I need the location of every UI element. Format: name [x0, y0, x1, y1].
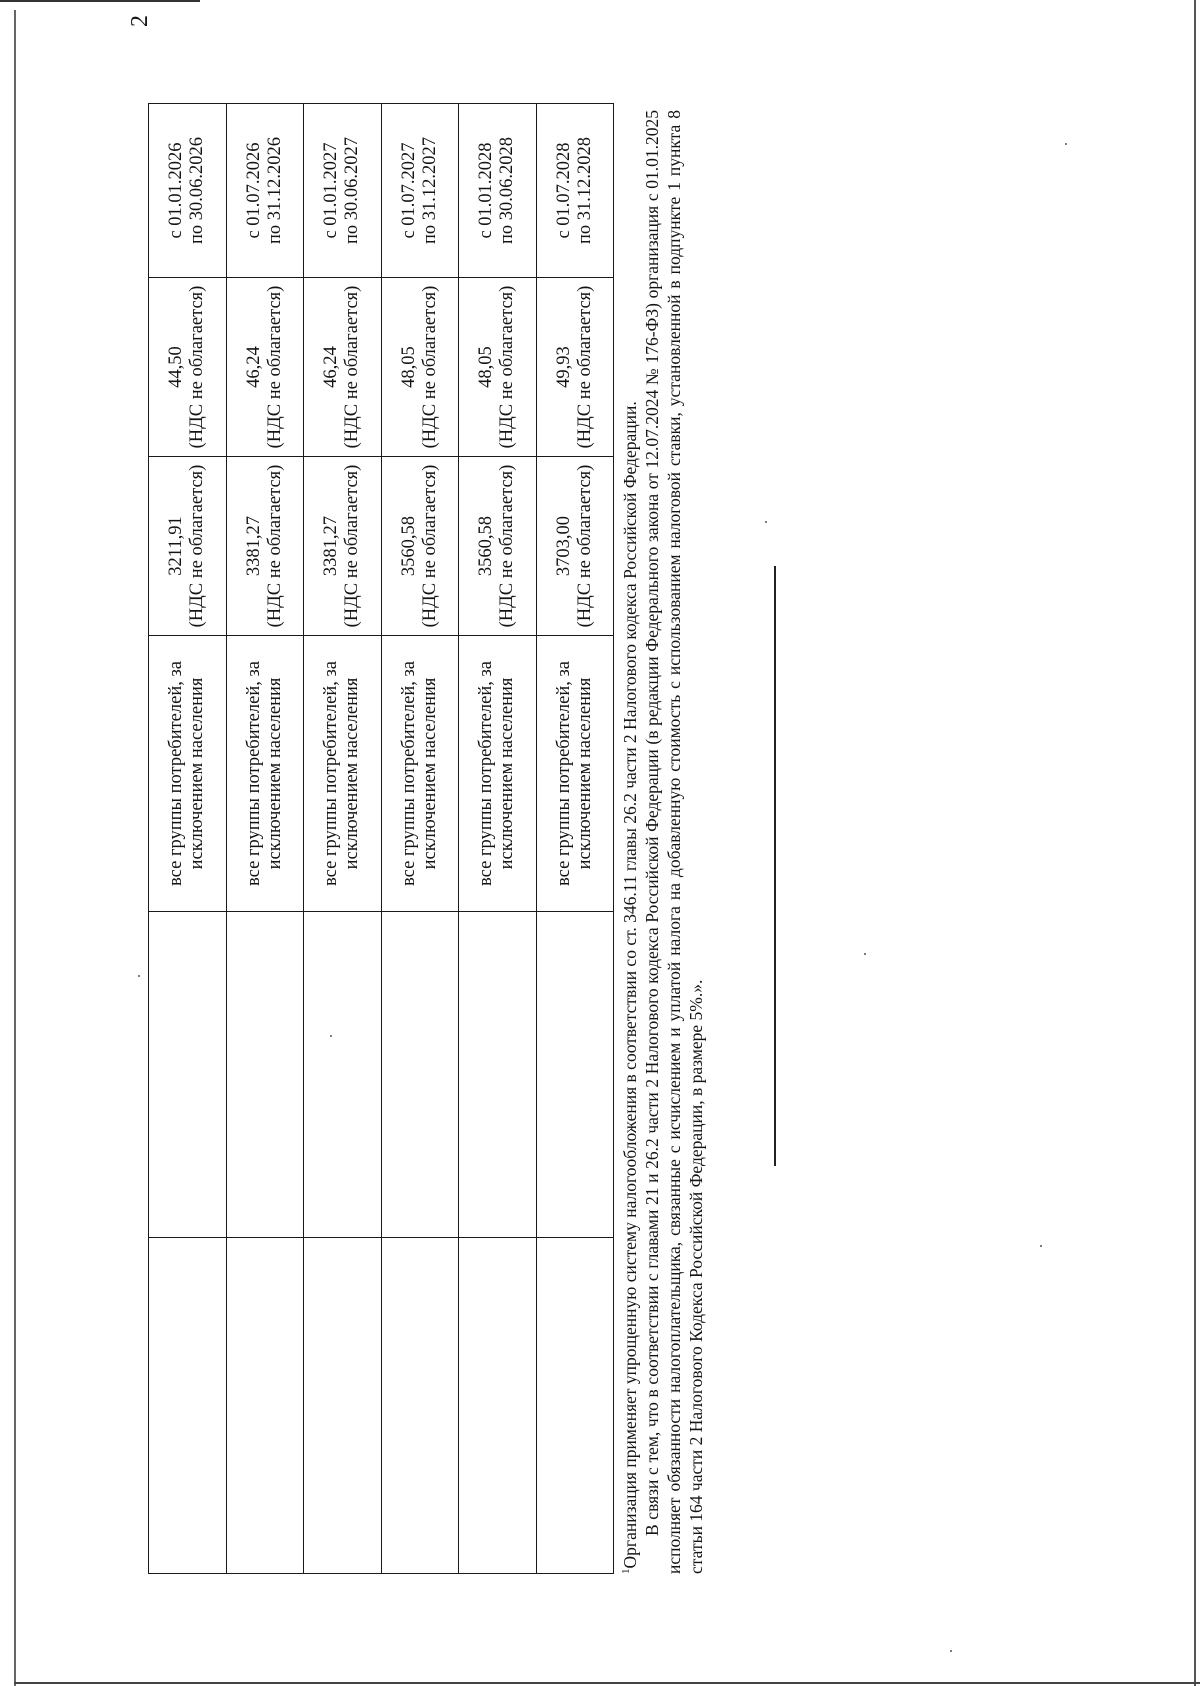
cell-tariff-text: (НДС не облагается) [419, 464, 440, 628]
cell-period-text: с 01.07.2026 [243, 142, 264, 239]
cell-period-text: по 30.06.2026 [187, 136, 208, 245]
cell-empty [149, 912, 227, 1238]
cell-consumers-text: все группы потребителей, за исключением населения [321, 661, 363, 886]
separator-line [774, 566, 776, 1166]
cell-empty [304, 1238, 382, 1574]
footnote-2: В связи с тем, что в соответствии с главами 21 и 26.2 части 2 Налогового кодекса Российской Федерации (в редакции Федерального закона от 12.07.2024 № 176-ФЗ) организация с 01.01.2025 исполняет обязанности налогоплательщика, связанные с исчислением и уплатой налога на добавленную стоимость с использованием налоговой ставки, установленной в подпункте 1 пункта 8 статьи 164 части 2 Налогового Кодекса Российской Федерации, в размере 5%.». [642, 110, 706, 1574]
cell-rate-text: 48,05 [398, 346, 419, 388]
cell-empty [459, 1238, 537, 1574]
cell-tariff-text: 3381,27 [243, 515, 264, 577]
cell-consumers-text: все группы потребителей, за исключением населения [243, 661, 285, 886]
cell-rate-text: (НДС не облагается) [419, 285, 440, 449]
cell-rate [536, 278, 614, 457]
cell-period-text: по 31.12.2028 [574, 136, 595, 245]
footnote-1 [619, 110, 641, 1574]
cell-empty [381, 912, 459, 1238]
cell-consumers [226, 636, 304, 912]
table-row [536, 104, 614, 1574]
cell-rate [226, 278, 304, 457]
cell-period-text: по 31.12.2027 [419, 136, 440, 245]
cell-period-text: с 01.07.2028 [553, 142, 574, 239]
cell-consumers [304, 636, 382, 912]
cell-rate-text: (НДС не облагается) [574, 285, 595, 449]
cell-period-text: с 01.07.2027 [398, 142, 419, 239]
cell-rate-text: (НДС не облагается) [342, 285, 363, 449]
cell-period-text: по 31.12.2026 [264, 136, 285, 245]
cell-consumers [459, 636, 537, 912]
tariff-table [148, 103, 614, 1574]
scan-speck [1040, 1245, 1042, 1247]
cell-tariff [536, 457, 614, 636]
cell-tariff [226, 457, 304, 636]
cell-empty [226, 912, 304, 1238]
cell-period [536, 104, 614, 278]
cell-tariff-text: 3211,91 [166, 516, 187, 576]
cell-period [381, 104, 459, 278]
cell-rate-text: (НДС не облагается) [264, 285, 285, 449]
cell-consumers-text: все группы потребителей, за исключением населения [553, 661, 595, 886]
footnote-marker: 1 [620, 1568, 633, 1574]
cell-tariff-text: 3703,00 [553, 515, 574, 577]
cell-period-text: с 01.01.2026 [166, 142, 187, 239]
cell-empty [149, 1238, 227, 1574]
footnotes [619, 110, 707, 1574]
table-row [226, 104, 304, 1574]
table-row [149, 104, 227, 1574]
cell-consumers-text: все группы потребителей, за исключением населения [166, 661, 208, 886]
scan-speck [138, 975, 140, 977]
table-row [459, 104, 537, 1574]
cell-tariff-text: (НДС не облагается) [497, 464, 518, 628]
cell-period-text: по 30.06.2027 [342, 136, 363, 245]
scan-speck [330, 1035, 332, 1037]
cell-period [304, 104, 382, 278]
cell-period [226, 104, 304, 278]
cell-period-text: по 30.06.2028 [497, 136, 518, 245]
cell-empty [536, 1238, 614, 1574]
cell-consumers [381, 636, 459, 912]
cell-tariff [304, 457, 382, 636]
cell-rate-text: 49,93 [553, 346, 574, 388]
cell-rate-text: 48,05 [476, 346, 497, 388]
scan-speck [765, 521, 767, 523]
cell-tariff-text: (НДС не облагается) [574, 464, 595, 628]
cell-consumers-text: все группы потребителей, за исключением населения [476, 661, 518, 886]
cell-tariff [149, 457, 227, 636]
cell-consumers [536, 636, 614, 912]
footnote-1-text: Организация применяет упрощенную систему налогообложения в соответствии со ст. 346.11 главы 26.2 части 2 Налогового кодекса Российской Федерации. [620, 401, 640, 1569]
cell-tariff-text: 3560,58 [398, 515, 419, 577]
scan-speck [1065, 143, 1067, 145]
cell-consumers [149, 636, 227, 912]
cell-rate-text: 46,24 [321, 346, 342, 388]
cell-rate-text: 46,24 [243, 346, 264, 388]
cell-rate-text: (НДС не облагается) [187, 285, 208, 449]
table-row [381, 104, 459, 1574]
cell-empty [226, 1238, 304, 1574]
cell-rate [304, 278, 382, 457]
cell-empty [381, 1238, 459, 1574]
cell-rate-text: 44,50 [166, 346, 187, 388]
cell-period [459, 104, 537, 278]
page-number: 2 [127, 15, 153, 27]
cell-period-text: с 01.01.2027 [321, 142, 342, 239]
table-row [304, 104, 382, 1574]
cell-rate [149, 278, 227, 457]
cell-rate [381, 278, 459, 457]
cell-empty [459, 912, 537, 1238]
cell-tariff-text: (НДС не облагается) [342, 464, 363, 628]
cell-consumers-text: все группы потребителей, за исключением населения [398, 661, 440, 886]
cell-tariff-text: (НДС не облагается) [264, 464, 285, 628]
cell-rate-text: (НДС не облагается) [497, 285, 518, 449]
cell-tariff [459, 457, 537, 636]
cell-tariff-text: (НДС не облагается) [187, 464, 208, 628]
cell-tariff-text: 3560,58 [476, 515, 497, 577]
scan-speck [950, 1650, 952, 1652]
scan-speck [864, 953, 866, 955]
cell-empty [536, 912, 614, 1238]
cell-period-text: с 01.01.2028 [476, 142, 497, 239]
cell-period [149, 104, 227, 278]
cell-tariff-text: 3381,27 [321, 515, 342, 577]
cell-rate [459, 278, 537, 457]
cell-tariff [381, 457, 459, 636]
cell-empty [304, 912, 382, 1238]
